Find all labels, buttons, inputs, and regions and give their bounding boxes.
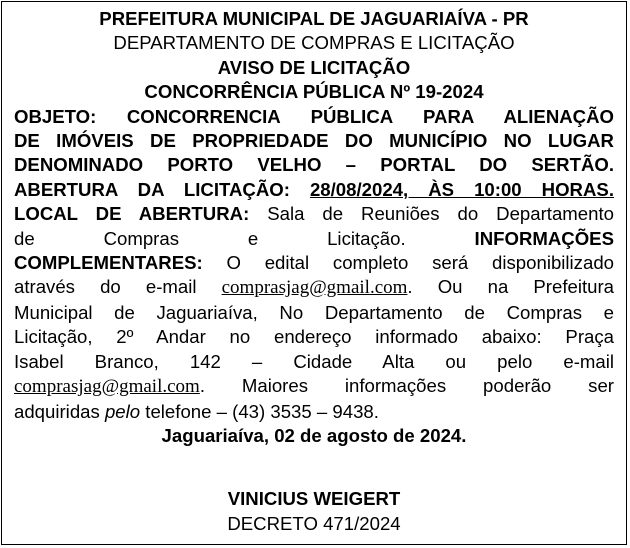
- local-line-1: [14, 202, 614, 226]
- objeto-line-2: DE IMÓVEIS DE PROPRIEDADE DO MUNICÍPIO NO LUGAR: [14, 130, 614, 152]
- local-line-8: [14, 374, 614, 399]
- objeto-line-1: OBJETO: CONCORRENCIA PÚBLICA PARA ALIENAÇÃO: [14, 105, 614, 127]
- local-word-compras: Compras: [103, 227, 179, 249]
- local-word-de: de: [14, 227, 35, 249]
- local-line-4: [14, 275, 614, 300]
- legal-notice: [1, 1, 627, 545]
- local-line-2: [14, 227, 614, 251]
- signatory-name: VINICIUS WEIGERT: [227, 488, 401, 510]
- header-department: DEPARTAMENTO DE COMPRAS E LICITAÇÃO: [113, 32, 515, 54]
- local-text-9a: adquiridas: [14, 400, 100, 422]
- local-text-8b: . Maiores informações poderão ser: [199, 375, 614, 397]
- local-text-4b: . Ou na Prefeitura: [407, 276, 614, 298]
- local-line-6: Licitação, 2º Andar no endereço informado abaixo: Praça: [14, 326, 614, 348]
- local-label: LOCAL DE ABERTURA:: [14, 203, 250, 225]
- local-word-licitacao: Licitação.: [327, 227, 406, 249]
- local-text-9b: pelo: [104, 400, 141, 422]
- email-link-2[interactable]: comprasjag@gmail.com: [14, 376, 200, 398]
- signatory-decree: DECRETO 471/2024: [227, 512, 401, 534]
- header-notice-title: AVISO DE LICITAÇÃO: [217, 56, 411, 78]
- local-line-7: Isabel Branco, 142 – Cidade Alta ou pelo e-mail: [14, 350, 614, 372]
- info-label-a: INFORMAÇÕES: [474, 227, 614, 249]
- local-line-5: Municipal de Jaguariaíva, No Departamento de Compras e: [14, 301, 614, 323]
- local-text-3: O edital completo será disponibilizado: [226, 252, 615, 274]
- local-text-4a: através do e-mail: [14, 276, 197, 298]
- abertura-line: [14, 178, 614, 202]
- abertura-label: ABERTURA DA LICITAÇÃO:: [14, 178, 290, 200]
- local-line-3: [14, 251, 614, 275]
- header-competition-number: CONCORRÊNCIA PÚBLICA Nº 19-2024: [144, 81, 484, 103]
- local-word-e: e: [247, 227, 259, 249]
- objeto-line-3: DENOMINADO PORTO VELHO – PORTAL DO SERTÃO.: [14, 154, 614, 176]
- info-label-b: COMPLEMENTARES:: [14, 252, 203, 274]
- local-text-9c: telefone – (43) 3535 – 9438.: [145, 400, 379, 422]
- email-link[interactable]: comprasjag@gmail.com: [221, 277, 408, 299]
- local-line-9: [14, 400, 614, 424]
- header-prefeitura: PREFEITURA MUNICIPAL DE JAGUARIAÍVA - PR: [99, 8, 529, 29]
- abertura-value: 28/08/2024, ÀS 10:00 HORAS.: [309, 178, 614, 200]
- date-line: Jaguariaíva, 02 de agosto de 2024.: [161, 424, 467, 446]
- local-text-1: Sala de Reuniões do Departamento: [267, 203, 614, 225]
